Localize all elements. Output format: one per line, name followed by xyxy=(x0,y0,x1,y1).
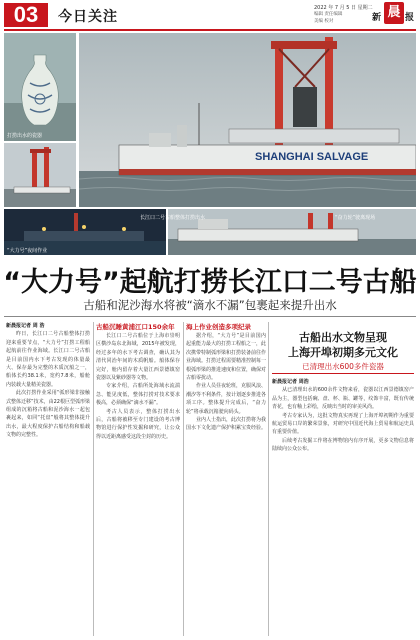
col2-subheading: 古船沉睡黄浦江口150余年 xyxy=(96,323,175,331)
main-subhead: 古船和泥沙海水将被“滴水不漏”包裹起来提升出水 xyxy=(83,298,337,312)
column-divider xyxy=(183,322,184,636)
side-byline: 新晨报记者 周浩 xyxy=(272,379,309,385)
editor-credits: 编辑 责任编辑 xyxy=(314,12,343,17)
photo-vase xyxy=(4,33,76,141)
side-story-title xyxy=(270,330,416,360)
col1-paragraph: 昨日，长江口二号古船整体打捞迎来重要节点，“大力号”打捞工程船起航前往作业海域。长江口二号古船是目前国内水下考古发现的体量最大、保存最为完整的木质沉船之一，船体长约38.1米，宽约7.8米，船舱内装载大量精美瓷器。 xyxy=(6,331,90,388)
vase-image xyxy=(4,33,76,141)
page-header xyxy=(0,0,420,30)
col3-paragraph: 据介绍，“大力号”是目前国内起重能力最大的打捞工程船之一，此次携带特制弧形梁和打捞装备前往作业海域。打捞过程需要精准控制每一根弧形梁的推进速度和位置，确保对古船零扰动。 xyxy=(186,333,266,382)
crane-image xyxy=(4,143,76,207)
photo-crane xyxy=(4,143,76,207)
logo-right-char: 报 xyxy=(405,13,415,23)
side-story-rule xyxy=(272,373,414,374)
headline-rule xyxy=(4,316,416,317)
col2-paragraph: 长江口二号古船位于上海市崇明区横沙岛东北海域，2015年被发现，经过多年的水下考古调查，确认其为清代同治年间的木质帆船。船体保存完好，舱内留存着大量江西景德镇窑瓷器以及紫砂器等文物。 xyxy=(96,333,180,382)
side-story-body xyxy=(272,378,414,636)
section-title: 今日关注 xyxy=(58,9,118,25)
logo-left-char: 新 xyxy=(372,13,382,23)
col2-paragraph: 考古人员表示，整体打捞出水后，古船将被移至专门建设的考古博物馆进行保护性发掘和研究，让公众得以近距离感受这段尘封的历史。 xyxy=(96,408,180,440)
crane-caption: 长江口二号古船整体打捞出水 xyxy=(140,215,206,221)
side-paragraph: 考古专家认为，这批文物真实再现了上海开埠初期作为重要航运贸易口岸的繁荣景象，对研究中国近代海上贸易和航运史具有重要价值。 xyxy=(272,412,414,436)
night-caption: “大力号”夜间作业 xyxy=(7,248,48,254)
logo-mark: 晨 xyxy=(384,2,404,24)
article-column-2 xyxy=(96,322,180,636)
article-column-3 xyxy=(186,322,266,636)
vase-caption: 打捞出水的瓷器 xyxy=(7,133,43,139)
col3-subheading: 海上作业创造多项纪录 xyxy=(186,323,251,331)
page-number: 03 xyxy=(4,3,48,27)
main-headline: “大力号”起航打捞长江口二号古船 xyxy=(3,267,417,298)
photo-salvage-ship xyxy=(79,33,416,207)
side-paragraph: 从已清理出水的600余件文物来看，瓷器以江西景德镇窑产品为主，器型包括碗、盘、杯、瓶、罐等，纹饰丰富，既有传统青花，也有釉上彩绘，反映出当时的审美风尚。 xyxy=(272,387,414,411)
salvage-ship-image xyxy=(79,33,416,207)
column-divider xyxy=(93,322,94,636)
header-rule xyxy=(4,29,416,31)
side-title-line-1: 古船出水文物呈现 xyxy=(299,331,387,344)
issue-date: 2022 年 7 月 5 日 星期二 xyxy=(314,5,373,11)
barge-image xyxy=(168,209,416,255)
col3-paragraph: 作业人员昼夜轮班，克服风浪、潮汐等不利条件，按计划逐步推进各项工序。整体提升完成后，“奋力轮”将承载沉箱驶向码头。 xyxy=(186,383,266,415)
photo-barge xyxy=(168,209,416,255)
side-title-line-2: 上海开埠初期多元文化 xyxy=(288,346,398,359)
designer-credits: 美编 校对 xyxy=(314,19,334,24)
article-column-1 xyxy=(6,322,90,636)
article-byline: 新晨报记者 周 浩 xyxy=(6,323,45,329)
side-paragraph: 后续考古发掘工作将在博物馆内有序开展，更多文物信息将陆续向公众公布。 xyxy=(272,437,414,453)
newspaper-logo xyxy=(372,2,416,26)
barge-caption: “奋力轮”驶离现场 xyxy=(335,215,376,221)
col2-paragraph: 专家介绍，古船所处海域水流湍急、能见度低，整体打捞对技术要求极高，必须确保“滴水不漏”。 xyxy=(96,383,180,407)
col1-paragraph: 此次打捞作业采用“弧形梁非接触式整体迁移”技术，由22根巨型弧形梁组成的沉箱将古船和泥沙海水一起包裹起来，如同“托盘”般将其整体提升出水，最大程度保护古船结构和船载文物的完整性。 xyxy=(6,390,90,439)
col3-paragraph: 业内人士指出，此次打捞将为我国水下文化遗产保护积累宝贵经验。 xyxy=(186,417,266,432)
side-story-subtitle: 已清理出水600多件瓷器 xyxy=(302,362,384,371)
column-divider xyxy=(268,322,269,636)
ship-hull-text: SHANGHAI SALVAGE xyxy=(255,151,369,163)
